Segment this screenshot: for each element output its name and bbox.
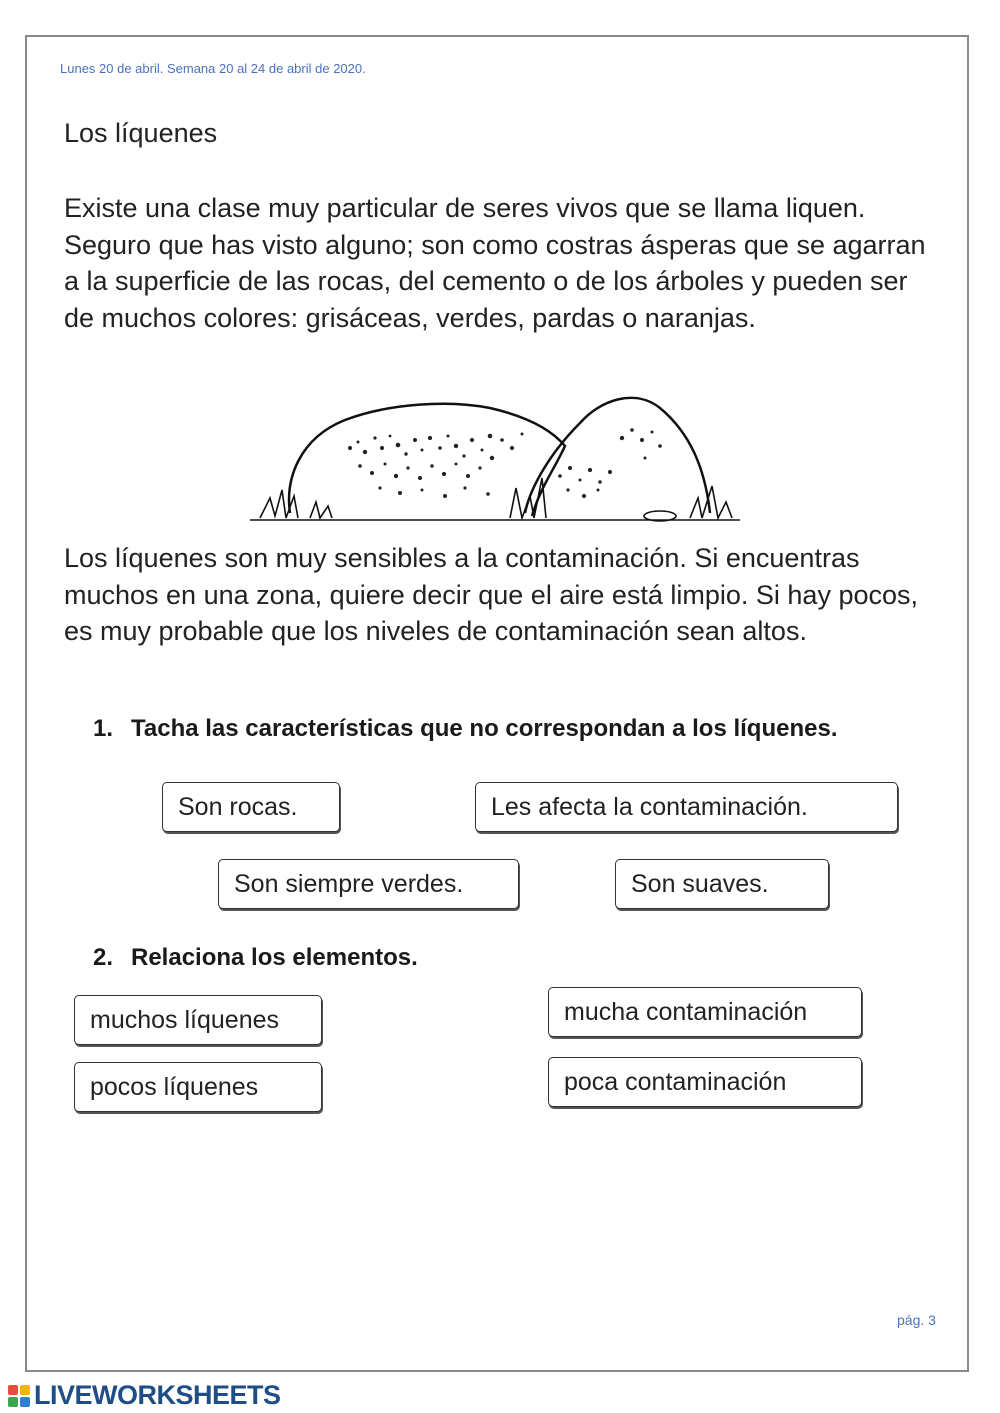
question-2-text: Relaciona los elementos. xyxy=(131,944,418,971)
option-les-afecta-la-contaminacion[interactable]: Les afecta la contaminación. xyxy=(475,782,898,832)
match-right-mucha-contaminacion[interactable]: mucha contaminación xyxy=(548,987,862,1037)
question-2-number: 2. xyxy=(93,944,114,971)
liveworksheets-logo-icon xyxy=(8,1385,30,1407)
option-son-rocas[interactable]: Son rocas. xyxy=(162,782,340,832)
question-1 xyxy=(93,712,893,745)
header-date: Lunes 20 de abril. Semana 20 al 24 de abril de 2020. xyxy=(60,61,366,76)
intro-paragraph: Existe una clase muy particular de seres vivos que se llama liquen. Seguro que has visto alguno; son como costras ásperas que se agarran a la superficie de las rocas, del cemento o de los árboles y pueden ser de muchos colores: grisáceas, verdes, pardas o naranjas. xyxy=(64,193,926,333)
match-left-pocos-liquenes[interactable]: pocos líquenes xyxy=(74,1062,322,1112)
brand-text: LIVEWORKSHEETS xyxy=(34,1380,281,1410)
question-1-text: Tacha las características que no correspondan a los líquenes. xyxy=(131,715,838,742)
option-son-siempre-verdes[interactable]: Son siempre verdes. xyxy=(218,859,519,909)
lichen-rocks-illustration xyxy=(250,378,740,530)
contamination-paragraph: Los líquenes son muy sensibles a la contaminación. Si encuentras muchos en una zona, quiere decir que el aire está limpio. Si hay pocos, es muy probable que los niveles de contaminación sean altos. xyxy=(64,543,918,646)
option-son-suaves[interactable]: Son suaves. xyxy=(615,859,829,909)
match-left-muchos-liquenes[interactable]: muchos líquenes xyxy=(74,995,322,1045)
question-2 xyxy=(93,941,893,974)
match-right-poca-contaminacion[interactable]: poca contaminación xyxy=(548,1057,862,1107)
liveworksheets-brand[interactable] xyxy=(8,1380,281,1411)
page-title: Los líquenes xyxy=(64,118,218,148)
page-number: pág. 3 xyxy=(897,1312,936,1328)
question-1-number: 1. xyxy=(93,715,114,742)
